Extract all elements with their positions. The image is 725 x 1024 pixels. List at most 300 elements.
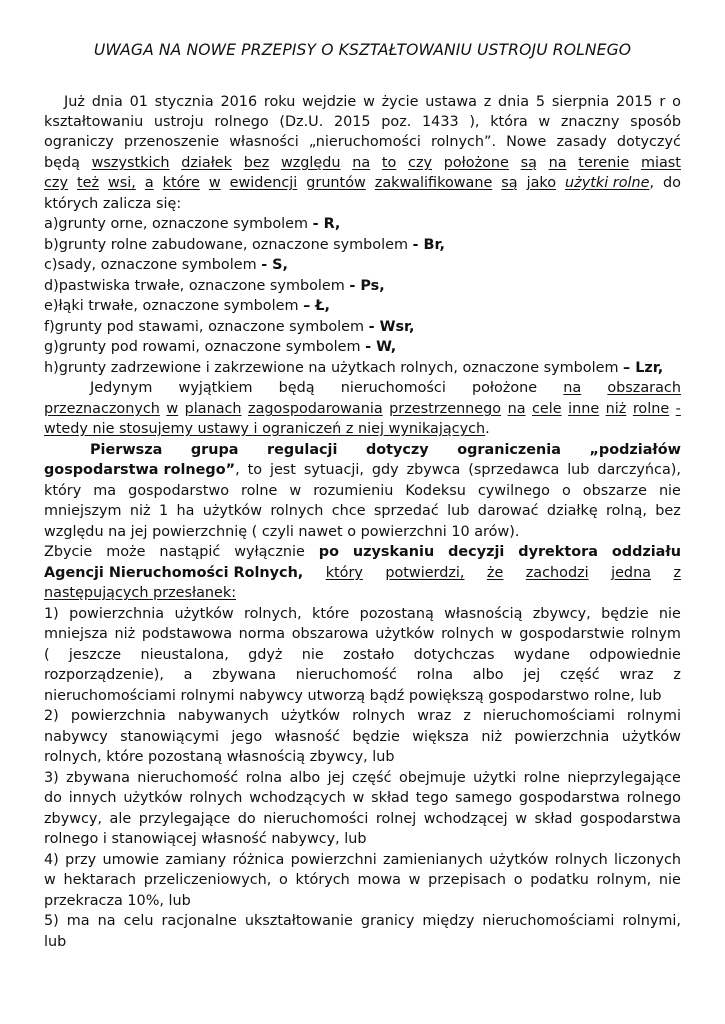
word: stycznia: [154, 94, 214, 110]
word: po: [318, 544, 339, 560]
word: w: [166, 401, 179, 417]
word: zakwalifikowane: [374, 175, 493, 191]
word: może: [106, 544, 146, 560]
word: nieustalona,: [140, 647, 229, 663]
word: wydane: [513, 647, 570, 663]
word: przylegające: [138, 811, 231, 827]
word: wchodzących: [249, 790, 346, 806]
word: tego: [415, 790, 449, 806]
word: a: [183, 667, 193, 683]
word: rolne: [632, 401, 670, 417]
word: różnica: [232, 852, 285, 868]
word: stanowiącymi: [120, 729, 220, 745]
word: ewidencji: [229, 175, 298, 191]
word: w: [352, 790, 365, 806]
word: „podziałów: [589, 442, 681, 458]
word: podstawowa: [141, 626, 233, 642]
word: lub: [447, 503, 470, 519]
word: przenoszenie: [123, 134, 220, 150]
condition-line-14: [44, 870, 681, 890]
word: wchodzącej: [423, 811, 508, 827]
word: do: [44, 790, 62, 806]
word: cele: [532, 401, 562, 417]
word: gdyż: [248, 647, 283, 663]
intro-line-2: [44, 112, 681, 132]
word: na: [507, 401, 526, 417]
word: wraz: [417, 708, 452, 724]
word: zagospodarowania: [248, 401, 383, 417]
symbol-ps: - Ps,: [349, 278, 385, 294]
word: rolnych: [189, 790, 243, 806]
condition-line-1: [44, 604, 681, 624]
word: nie: [301, 647, 324, 663]
word: zbywcy,: [532, 606, 591, 622]
word: mniejszym: [44, 503, 122, 519]
word: dnia: [498, 94, 530, 110]
word: zbywana: [66, 770, 130, 786]
word: 2): [44, 708, 59, 724]
word: skład: [534, 811, 573, 827]
word: rolnym,: [596, 872, 652, 888]
word: grupa: [190, 442, 239, 458]
word: ograniczy: [44, 134, 114, 150]
word: Nowe: [506, 134, 547, 150]
word: rolne: [523, 770, 561, 786]
list-item-g: g)grunty pod rowami, oznaczone symbolem - W,: [44, 339, 397, 355]
word: odpowiednie: [589, 647, 681, 663]
word: znaczny: [560, 114, 620, 130]
word: jako: [526, 175, 557, 191]
word: planach: [184, 401, 242, 417]
word: (Dz.U.: [279, 114, 324, 130]
word: 2016: [220, 94, 258, 110]
word: gruntów: [306, 175, 366, 191]
word: gospodarstwa rolnego”,: [44, 462, 240, 478]
word: do: [663, 175, 681, 191]
word: powierzchnia: [514, 729, 610, 745]
word: mniejsza: [44, 626, 108, 642]
word: Zbycie: [44, 544, 93, 560]
word: bez: [243, 155, 270, 171]
word: też: [76, 175, 100, 191]
word: lub: [567, 462, 590, 478]
word: liczonych: [614, 852, 681, 868]
word: rolnych”.: [430, 134, 497, 150]
word: powierzchni: [290, 852, 377, 868]
word: ograniczenia: [457, 442, 561, 458]
word: obszarach: [607, 380, 681, 396]
symbol-s: - S,: [261, 257, 289, 273]
word: będą: [44, 155, 80, 171]
word: jest: [269, 462, 296, 478]
condition-line-8: rolnych, które pozostaną własnością zbywcy, lub: [44, 749, 395, 765]
word: innych: [68, 790, 117, 806]
word: albo: [472, 667, 504, 683]
word: wszystkich: [91, 155, 170, 171]
word: rolnego: [214, 114, 269, 130]
intro-line-5: [44, 173, 681, 193]
word: zasady: [556, 134, 607, 150]
word: roku: [263, 94, 296, 110]
word: (: [44, 647, 50, 663]
symbol-r: - R,: [312, 216, 341, 232]
word: ukształtowanie: [244, 913, 353, 929]
word: z: [673, 667, 681, 683]
word: nieruchomość: [137, 770, 239, 786]
word: własnością: [444, 606, 523, 622]
word: hektarach: [63, 872, 137, 888]
word: obszarowa: [291, 626, 369, 642]
list-item-c: c)sady, oznaczone symbolem - S,: [44, 257, 289, 273]
word: jej: [327, 770, 345, 786]
word: który: [44, 483, 82, 499]
word: rolna: [245, 770, 283, 786]
word: 3): [44, 770, 59, 786]
group-line-3: [44, 481, 681, 501]
word: użytków: [174, 606, 234, 622]
word: 1433: [422, 114, 459, 130]
word: zamienianych: [383, 852, 483, 868]
word: miast: [640, 155, 681, 171]
word: skład: [371, 790, 409, 806]
word: w: [408, 872, 421, 888]
word: norma: [238, 626, 286, 642]
word: r: [659, 94, 666, 110]
word: nieruchomościami: [482, 913, 615, 929]
word: ),: [469, 114, 480, 130]
word: ma: [93, 483, 117, 499]
word: wyłącznie: [234, 544, 305, 560]
word: przestrzennego: [389, 401, 502, 417]
word: nieprzylegające: [567, 770, 681, 786]
word: dotyczy: [365, 442, 429, 458]
word: wyjątkiem: [178, 380, 253, 396]
condition-line-15: przekracza 10%, lub: [44, 893, 191, 909]
word: własność: [274, 729, 341, 745]
condition-line-6: [44, 706, 681, 726]
list-item-f: f)grunty pod stawami, oznaczone symbolem - Wsr,: [44, 319, 415, 335]
word: potwierdzi,: [385, 565, 465, 581]
word: działkę: [546, 503, 598, 519]
word: na: [563, 380, 582, 396]
word: rolnym: [630, 626, 681, 642]
condition-line-2: [44, 624, 681, 644]
intro-line-3: [44, 132, 681, 152]
word: gospodarstwa: [579, 811, 681, 827]
word: gospodarstwo: [128, 483, 230, 499]
word: mowa: [357, 872, 401, 888]
word: granicy: [360, 913, 415, 929]
word: Już: [64, 94, 85, 110]
word: zostało: [343, 647, 395, 663]
word: racjonalne: [161, 913, 237, 929]
condition-line-11: [44, 809, 681, 829]
word: darczyńca),: [597, 462, 681, 478]
word: 2015: [333, 114, 371, 130]
word: niż: [481, 729, 503, 745]
word: czy: [44, 175, 68, 191]
intro-line-6: których zalicza się:: [44, 196, 182, 212]
word: w: [44, 872, 56, 888]
condition-line-10: [44, 788, 681, 808]
sale-line-3: następujących przesłanek:: [44, 585, 237, 601]
word: w: [289, 483, 302, 499]
word: życie: [381, 94, 419, 110]
word: niż: [114, 626, 136, 642]
word: w: [515, 811, 527, 827]
word: ale: [109, 811, 132, 827]
exception-line-1: [90, 378, 681, 398]
word: gospodarstwie: [519, 626, 625, 642]
word: w: [208, 175, 221, 191]
word: będą: [278, 380, 315, 396]
word: jej: [523, 667, 541, 683]
condition-line-5: nieruchomościami rolnymi nabywcy utworzą bądź powiększą gospodarstwo rolne, lub: [44, 688, 662, 704]
word: w: [500, 626, 513, 642]
word: kształtowaniu: [44, 114, 144, 130]
condition-line-12: rolnego i stanowiącej własność nabywcy, lub: [44, 831, 367, 847]
word: jego: [231, 729, 263, 745]
word: która: [490, 114, 528, 130]
exception-line-3: wtedy nie stosujemy ustawy i ograniczeń z niej wynikających.: [44, 421, 490, 437]
word: poz.: [381, 114, 412, 130]
word: dnia: [91, 94, 123, 110]
document-title: UWAGA NA NOWE PRZEPISY O KSZTAŁTOWANIU USTROJU ROLNEGO: [93, 41, 632, 59]
word: gospodarstwa: [518, 790, 620, 806]
word: rolnej: [375, 811, 417, 827]
word: wraz: [619, 667, 654, 683]
group-line-2: [44, 460, 681, 480]
word: użytków: [202, 503, 262, 519]
word: nabywcy: [44, 729, 108, 745]
word: sytuacji,: [303, 462, 364, 478]
symbol-w: - W,: [365, 339, 397, 355]
word: własności: [229, 134, 299, 150]
word: ustawa: [425, 94, 477, 110]
word: obszarze: [582, 483, 647, 499]
word: niż: [605, 401, 627, 417]
word: rolnych: [441, 626, 495, 642]
symbol-l: – Ł,: [303, 298, 330, 314]
word: w: [363, 94, 375, 110]
condition-line-4: [44, 665, 681, 685]
word: działek: [181, 155, 232, 171]
condition-line-17: lub: [44, 934, 67, 950]
word: cywilnego: [477, 483, 550, 499]
word: które: [312, 606, 350, 622]
word: zbywcy,: [44, 811, 102, 827]
word: rozumieniu: [313, 483, 394, 499]
word: Jedynym: [90, 380, 153, 396]
word: nabywanych: [177, 708, 269, 724]
group-line-5: względu na jej powierzchnię ( czyli nawet o powierzchni 10 arów).: [44, 524, 520, 540]
word: między: [422, 913, 475, 929]
condition-line-13: [44, 850, 681, 870]
condition-line-9: [44, 768, 681, 788]
word: nieruchomości: [340, 380, 446, 396]
word: zachodzi: [525, 565, 589, 581]
list-item-a: a)grunty orne, oznaczone symbolem - R,: [44, 216, 341, 232]
word: sposób: [630, 114, 681, 130]
word: położone: [471, 380, 538, 396]
word: -: [675, 401, 681, 417]
word: rolnych: [554, 852, 608, 868]
word: pozostaną: [359, 606, 434, 622]
word: użytków: [489, 852, 549, 868]
word: że: [486, 565, 504, 581]
word: nastąpić: [159, 544, 221, 560]
sale-line-2: [44, 563, 681, 583]
symbol-wsr: - Wsr,: [368, 319, 415, 335]
word: na: [548, 155, 567, 171]
word: względu: [280, 155, 341, 171]
word: Kodeksu: [405, 483, 466, 499]
word: sprzedać: [373, 503, 439, 519]
word: sierpnia: [551, 94, 610, 110]
word: z: [483, 94, 492, 110]
word: użytki: [473, 770, 517, 786]
word: dotychczas: [413, 647, 495, 663]
word: regulacji: [266, 442, 338, 458]
word: a: [144, 175, 154, 191]
word: wejdzie: [302, 94, 357, 110]
exception-line-2: [44, 399, 681, 419]
word: dyrektora: [518, 544, 598, 560]
word: inne: [568, 401, 600, 417]
word: dotyczyć: [616, 134, 681, 150]
word: w: [538, 114, 551, 130]
list-item-e: e)łąki trwałe, oznaczone symbolem – Ł,: [44, 298, 330, 314]
word: przeznaczonych: [44, 401, 160, 417]
word: albo: [289, 770, 321, 786]
word: rolną,: [606, 503, 647, 519]
word: użytków: [621, 729, 681, 745]
word: użytków: [123, 790, 183, 806]
word: przeliczeniowych,: [143, 872, 272, 888]
condition-line-7: [44, 727, 681, 747]
word: czy: [408, 155, 433, 171]
intro-line-4: [44, 153, 681, 173]
word: uzyskaniu: [352, 544, 435, 560]
word: przy: [65, 852, 97, 868]
list-item-h: h)grunty zadrzewione i zakrzewione na użytkach rolnych, oznaczone symbolem – Lzr,: [44, 360, 664, 376]
word: niż: [129, 503, 151, 519]
word: z: [463, 708, 471, 724]
word: zbywca: [406, 462, 461, 478]
word: do: [237, 811, 256, 827]
word: z: [673, 565, 681, 581]
word: nie: [658, 606, 681, 622]
intro-line-1: [64, 92, 681, 112]
word: 5): [44, 913, 59, 929]
word: „nieruchomości: [308, 134, 421, 150]
word: zamiany: [165, 852, 227, 868]
word: o: [513, 872, 523, 888]
word: powierzchnia: [70, 708, 166, 724]
word: o: [279, 872, 288, 888]
word: 01: [129, 94, 148, 110]
word: użytków: [375, 626, 435, 642]
word: na: [97, 913, 116, 929]
word: oddziału: [611, 544, 681, 560]
word: nie: [658, 872, 681, 888]
word: celu: [123, 913, 154, 929]
word: jedna: [611, 565, 652, 581]
word: większa: [412, 729, 470, 745]
word: o: [561, 483, 571, 499]
word: to: [381, 155, 397, 171]
word: o: [672, 94, 681, 110]
word: ustroju: [153, 114, 204, 130]
word: ha: [176, 503, 195, 519]
condition-line-3: [44, 645, 681, 665]
word: będzie: [352, 729, 400, 745]
list-item-d: d)pastwiska trwałe, oznaczone symbolem - Ps,: [44, 278, 385, 294]
symbol-br: - Br,: [412, 237, 445, 253]
word: nieruchomości: [263, 811, 369, 827]
word: Agencji Nieruchomości Rolnych,: [44, 565, 304, 581]
word: użytki rolne,: [565, 175, 655, 191]
word: na: [352, 155, 371, 171]
word: część: [559, 667, 600, 683]
word: zbywana: [212, 667, 277, 683]
group-line-4: [44, 501, 681, 521]
condition-line-16: [44, 911, 681, 931]
word: samego: [454, 790, 513, 806]
word: decyzji: [448, 544, 505, 560]
word: darować: [477, 503, 539, 519]
word: rolnego: [626, 790, 681, 806]
word: podatku: [530, 872, 589, 888]
sale-line-1: [44, 542, 681, 562]
word: które: [162, 175, 200, 191]
word: rolnych: [352, 708, 406, 724]
word: rolne: [241, 483, 278, 499]
word: 5: [535, 94, 546, 110]
word: ma: [66, 913, 90, 929]
group-line-1: [90, 440, 681, 460]
word: nieruchomość: [295, 667, 397, 683]
word: Pierwsza: [90, 442, 163, 458]
word: terenie: [578, 155, 630, 171]
symbol-lzr: – Lzr,: [623, 360, 664, 376]
word: 1): [44, 606, 59, 622]
word: rolnymi: [626, 708, 681, 724]
word: powierzchnia: [69, 606, 165, 622]
word: rolnymi,: [622, 913, 681, 929]
word: są: [520, 155, 537, 171]
word: użytków: [280, 708, 341, 724]
word: rolna: [416, 667, 454, 683]
word: rolnych,: [244, 606, 302, 622]
word: nieruchomościami: [482, 708, 615, 724]
word: który: [325, 565, 363, 581]
word: są: [501, 175, 518, 191]
word: (sprzedawca: [468, 462, 560, 478]
word: przepisach: [428, 872, 507, 888]
word: umowie: [102, 852, 160, 868]
word: 1: [158, 503, 169, 519]
word: jeszcze: [68, 647, 122, 663]
word: bez: [655, 503, 681, 519]
word: których: [295, 872, 350, 888]
word: będzie: [601, 606, 649, 622]
word: chce: [331, 503, 366, 519]
word: rolnych: [270, 503, 324, 519]
word: położone: [443, 155, 509, 171]
word: 4): [44, 852, 59, 868]
word: 2015: [615, 94, 653, 110]
